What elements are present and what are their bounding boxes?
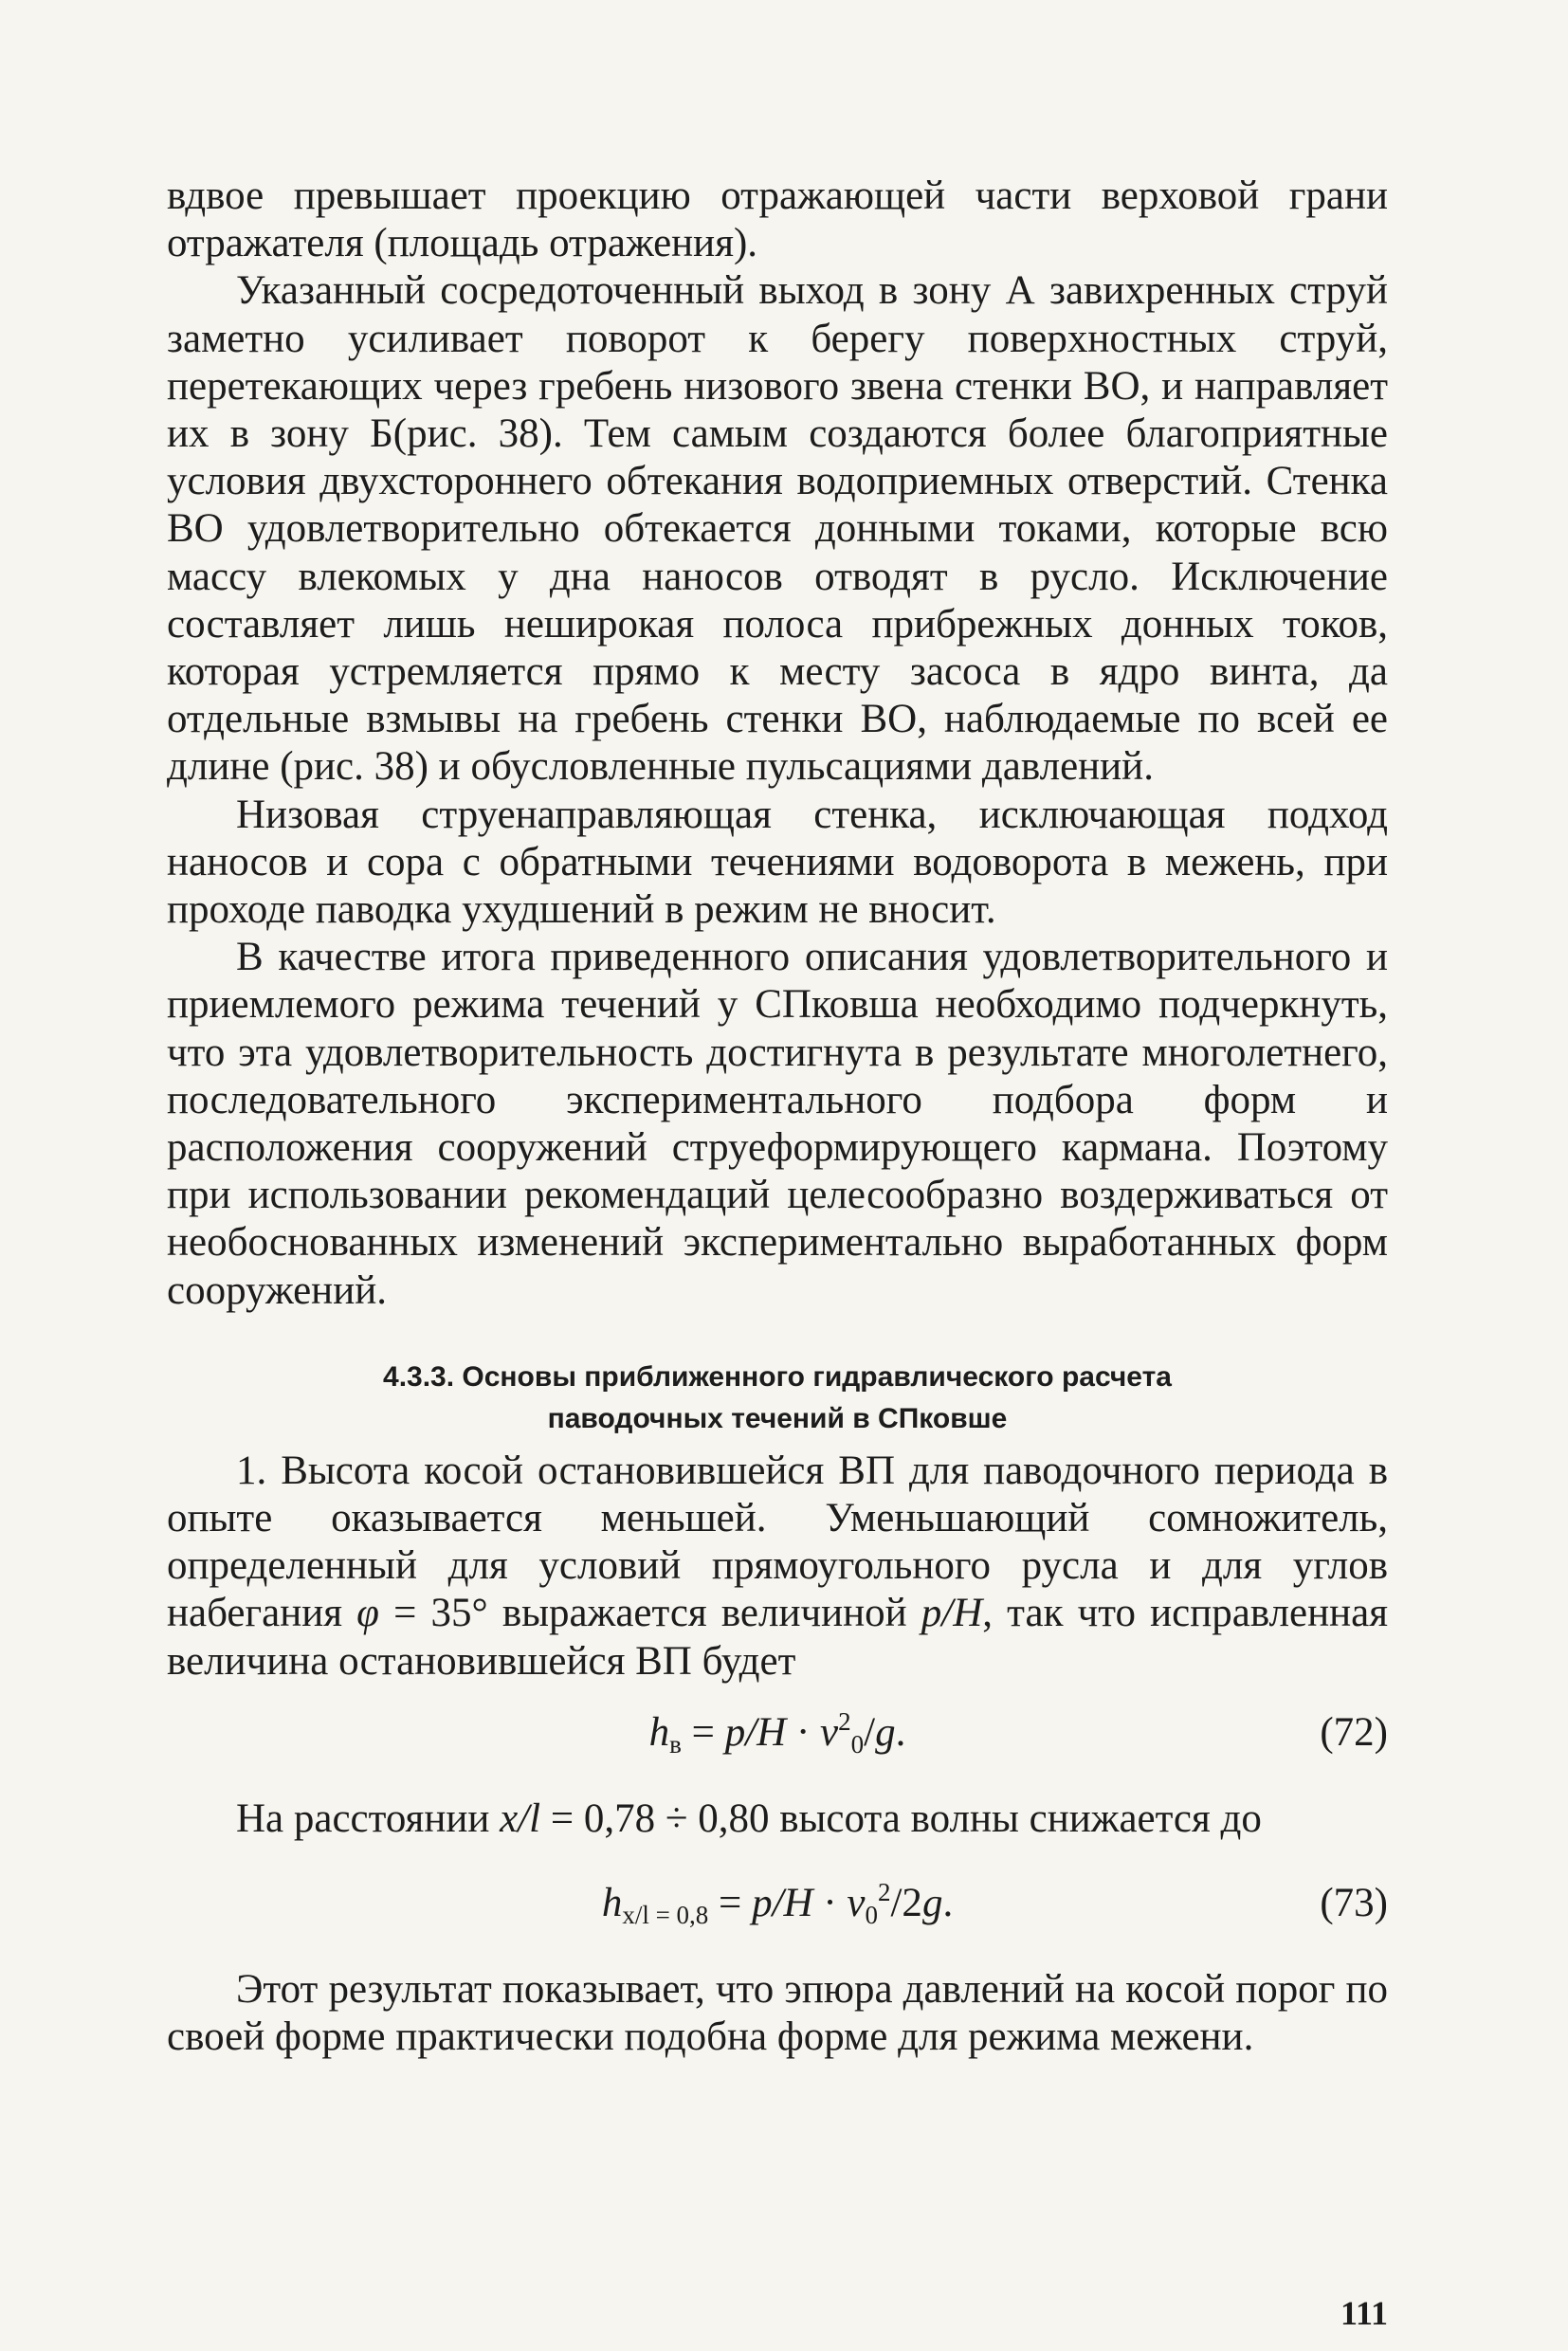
text-column [167,173,1388,2062]
text-run: В качестве итога приведенного описания удовлетворительного и приемлемого режима течений у СПковша необходимо подчеркнуть, что эта удовлетворительность достигнута в результате многолетнего, последовательного экспериментального подбора форм и расположения сооружений струеформирующего кармана. Поэтому при использовании рекомендаций целесообразно воздерживаться от необоснованных изменений экспериментально выработанных форм сооружений. [167,935,1388,1313]
subscript: 0 [865,1901,878,1930]
text-run: На расстоянии [236,1795,501,1841]
math-variable: v [820,1709,839,1755]
section-heading [167,1357,1388,1440]
math-variable: h [601,1881,623,1926]
paragraph-continuation [167,173,1388,267]
math-variable: p/H [752,1881,813,1926]
text-run: . [895,1709,906,1755]
paragraph-wave-height [167,1448,1388,1686]
math-variable: g [875,1709,896,1755]
text-run: = 35° выражается величиной [378,1591,921,1636]
equation-72-number: (72) [1320,1709,1388,1755]
superscript: 2 [838,1706,851,1736]
math-variable: x/l [500,1795,541,1841]
page-number: 111 [1340,2294,1388,2332]
text-run: / [864,1709,876,1755]
text-run: вдвое превышает проекцию отражающей части верховой грани отражателя (площадь отражения). [167,173,1388,266]
math-variable: p/H [921,1591,983,1636]
math-variable: p/H [724,1709,787,1755]
section-heading-line-2: паводочных течений в СПковше [547,1402,1008,1434]
subscript: x/l = 0,8 [622,1901,709,1930]
paragraph-summary [167,934,1388,1315]
text-run: = 0,78 ÷ 0,80 высота волны снижается до [540,1795,1262,1841]
text-run: = [708,1881,753,1926]
equation-72 [167,1704,1388,1761]
text-run: Низовая струенаправляющая стенка, исключающая подход наносов и сора с обратными течениями водоворота в межень, при проходе паводка ухудшений в режим не вносит. [167,792,1388,933]
text-run: Этот результат показывает, что эпюра давлений на косой порог по своей форме практически подобна форме для режима межени. [167,1967,1388,2060]
paragraph-lower-wall [167,792,1388,935]
text-run: · [812,1881,848,1926]
equation-73-number: (73) [1320,1881,1388,1926]
text-run: · [786,1709,821,1755]
math-variable: g [921,1881,943,1926]
math-variable: h [648,1709,670,1755]
text-run: 1. Высота косой остановившейся ВП для паводочного периода в опыте оказывается меньшей. Уменьшающий сомножитель, определенный для условий прямоугольного русла и для углов набегания [167,1448,1388,1636]
text-run: /2 [890,1881,922,1926]
text-run: , так что исправленная величина остановившейся ВП будет [167,1591,1388,1684]
equation-72-formula [167,1704,1388,1761]
section-heading-line-1: 4.3.3. Основы приближенного гидравлического расчета [383,1360,1172,1393]
equation-73 [167,1875,1388,1932]
subscript: в [669,1729,682,1759]
text-run: Указанный сосредоточенный выход в зону А завихренных струй заметно усиливает поворот к берегу поверхностных струй, перетекающих через гребень низового звена стенки ВО, и направляет их в зону Б(рис. 38). Тем самым создаются более благоприятные условия двухстороннего обтекания водоприемных отверстий. Стенка ВО удовлетворительно обтекается донными токами, которые всю массу влекомых у дна наносов отводят в русло. Исключение составляет лишь неширокая полоса прибрежных донных токов, которая устремляется прямо к месту засоса в ядро винта, да отдельные взмывы на гребень стенки ВО, наблюдаемые по всей ее длине (рис. 38) и обусловленные пульсациями давлений. [167,268,1388,790]
subscript: 0 [850,1729,865,1759]
paragraph-zone-flow [167,267,1388,791]
paragraph-distance [167,1795,1388,1843]
text-run: . [942,1881,954,1926]
equation-73-formula [167,1875,1388,1932]
paragraph-result [167,1966,1388,2061]
math-variable: v [847,1881,866,1926]
math-variable: φ [356,1591,379,1636]
text-run: = [681,1709,725,1755]
superscript: 2 [877,1878,891,1907]
